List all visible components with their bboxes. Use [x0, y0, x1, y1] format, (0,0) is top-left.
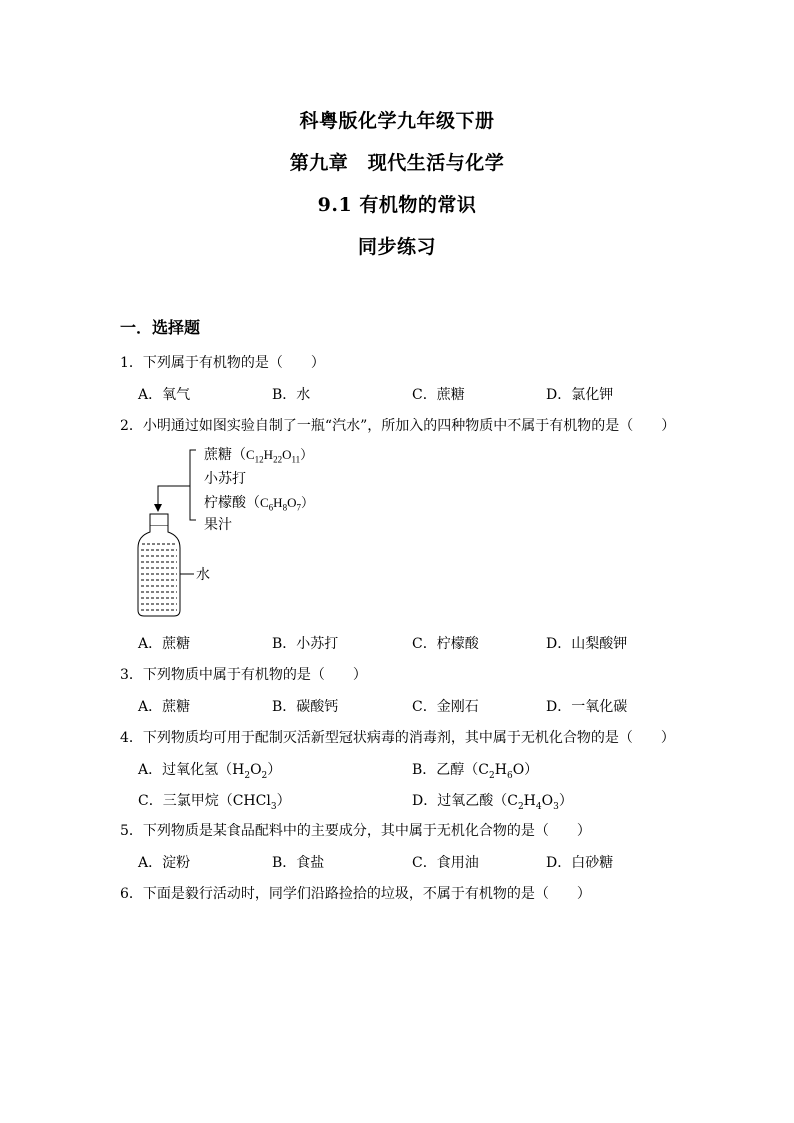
question-2-option-b: B．小苏打 [272, 636, 339, 652]
question-1-option-b: B．水 [272, 387, 311, 403]
question-6-stem: 6．下面是毅行活动时，同学们沿路捡拾的垃圾，不属于有机物的是（ ） [120, 886, 591, 902]
question-4-option-a: A．过氧化氢$(H_2O_2)$ [138, 762, 282, 781]
question-5-option-a: A．淀粉 [138, 855, 191, 871]
label-citric-acid-text: 柠檬酸（ [204, 495, 260, 511]
sucrose-formula: $C_{12}H_{22}O_{11}$） [246, 447, 314, 465]
question-2-option-c: C．柠檬酸 [412, 636, 479, 652]
label-citric-acid [204, 492, 314, 513]
question-2-option-a: A．蔗糖 [138, 636, 191, 652]
label-juice: 果汁 [204, 517, 232, 533]
question-1-option-d: D．氯化钾 [546, 387, 614, 403]
question-3-option-c: C．金刚石 [412, 699, 479, 715]
question-5-option-b: B．食盐 [272, 855, 325, 871]
soda-bottle-figure [130, 440, 360, 625]
question-1-stem: 1．下列属于有机物的是（ ） [120, 355, 325, 371]
chapter-title: 第九章 现代生活与化学 [289, 152, 505, 174]
label-water: 水 [196, 567, 210, 583]
question-3-stem: 3．下列物质中属于有机物的是（ ） [120, 667, 367, 683]
question-3-option-d: D．一氧化碳 [546, 699, 628, 715]
label-sucrose-text: 蔗糖（ [204, 447, 246, 463]
question-2-option-d: D．山梨酸钾 [546, 636, 628, 652]
exercise-title: 同步练习 [357, 236, 436, 258]
question-4-stem: 4．下列物质均可用于配制灭活新型冠状病毒的消毒剂，其中属于无机化合物的是（ ） [120, 730, 675, 746]
question-1-option-c: C．蔗糖 [412, 387, 465, 403]
lesson-title: 9.1 有机物的常识 [317, 194, 477, 216]
question-5-option-c: C．食用油 [412, 855, 479, 871]
question-5-option-d: D．白砂糖 [546, 855, 614, 871]
section-heading: 一．选择题 [120, 318, 201, 337]
question-4-option-d: D．过氧乙酸$(C_2H_4O_3)$ [412, 793, 573, 812]
label-sucrose [204, 444, 313, 465]
citric-acid-formula: $C_6H_8O_7$） [260, 495, 314, 513]
question-4-option-b: B．乙醇$(C_2H_6O)$ [412, 762, 539, 781]
book-title: 科粤版化学九年级下册 [299, 110, 495, 132]
label-baking-soda: 小苏打 [204, 471, 246, 487]
question-3-option-b: B．碳酸钙 [272, 699, 339, 715]
question-5-stem: 5．下列物质是某食品配料中的主要成分，其中属于无机化合物的是（ ） [120, 823, 591, 839]
question-4-option-c: C．三氯甲烷（CHCl$_3$） [138, 793, 291, 812]
question-3-option-a: A．蔗糖 [138, 699, 191, 715]
question-2-stem: 2．小明通过如图实验自制了一瓶“汽水”，所加入的四种物质中不属于有机物的是（ ） [120, 418, 676, 434]
question-1-option-a: A．氧气 [138, 387, 191, 403]
